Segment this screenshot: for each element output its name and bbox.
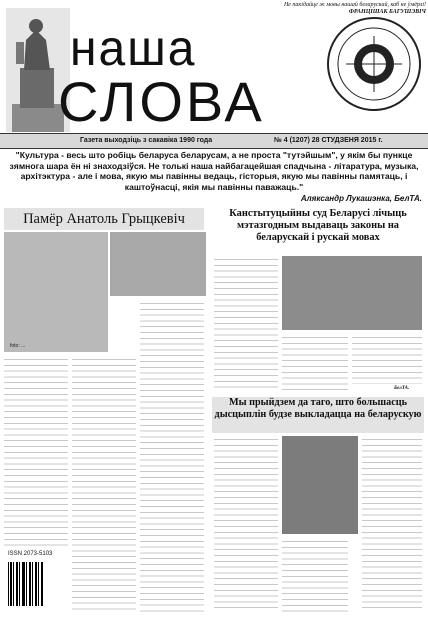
photo-minister — [282, 436, 358, 534]
article-body-left-col3 — [140, 300, 204, 612]
quote-author: Аляксандр Лукашэнка, БелТА. — [300, 194, 422, 203]
issn-label: ISSN 2073-5103 — [8, 551, 53, 557]
masthead-title-line2: СЛОВА — [58, 70, 265, 133]
article-body-right-col1 — [214, 256, 278, 392]
article-title-belarusian-teaching: Мы прыйдзем да таго, што большасць дысцыплін будзе выкладацца на беларускую — [212, 397, 424, 433]
barcode — [6, 560, 46, 612]
masthead-title-line1: наша — [70, 20, 197, 77]
epigraph-author: ФРАНЦІШАК БАГУШЭВІЧ — [348, 9, 426, 15]
masthead — [0, 0, 428, 132]
photo-hrytskevich — [4, 232, 108, 352]
article2-body-col3 — [362, 436, 422, 612]
article2-body-col2 — [282, 538, 348, 612]
article-body-left-col1 — [4, 356, 68, 546]
issue-info-bar — [0, 133, 428, 149]
article-title-hrytskevich: Памёр Анатоль Грыцкевіч — [4, 208, 204, 230]
tbm-seal — [326, 16, 422, 112]
issue-number-date: № 4 (1207) 28 СТУДЗЕНЯ 2015 г. — [274, 137, 383, 144]
photo-court-official — [282, 256, 422, 330]
publication-since: Газета выходзіць з сакавіка 1990 года — [80, 137, 213, 144]
article2-body-col1 — [214, 436, 278, 612]
photo-caption: foto: ... — [10, 343, 26, 349]
article-body-right-col3 — [352, 334, 422, 384]
article-body-right-col2 — [282, 334, 348, 392]
article-title-constitutional-court: Канстытуцыйны суд Беларусі лічыць мэтазгодным выдаваць законы на беларускай і рускай мовах — [229, 208, 407, 243]
article-body-left-col2 — [72, 356, 136, 612]
epigraph — [238, 2, 426, 16]
epigraph-text: Не пакідайце ж мовы нашай беларускай, каб не ўмёрлі! — [283, 2, 426, 8]
source-belta: БелТА. — [394, 386, 410, 391]
lead-quote: "Культура - весь што робіць беларуса беларусам, а не проста "тутэйшым", у якім бы пункце зямнога шара ён ні знаходзіўся. Не толькі наша найбагацейшая спадчына - літаратура, музыка, архітэктура - але і мова, якую мы павінны ведаць, гісторыя, якую мы павінны памятаць, і каштоўнасці, якія мы павінны паважаць." — [9, 150, 419, 192]
photo-book-portrait — [110, 232, 206, 296]
